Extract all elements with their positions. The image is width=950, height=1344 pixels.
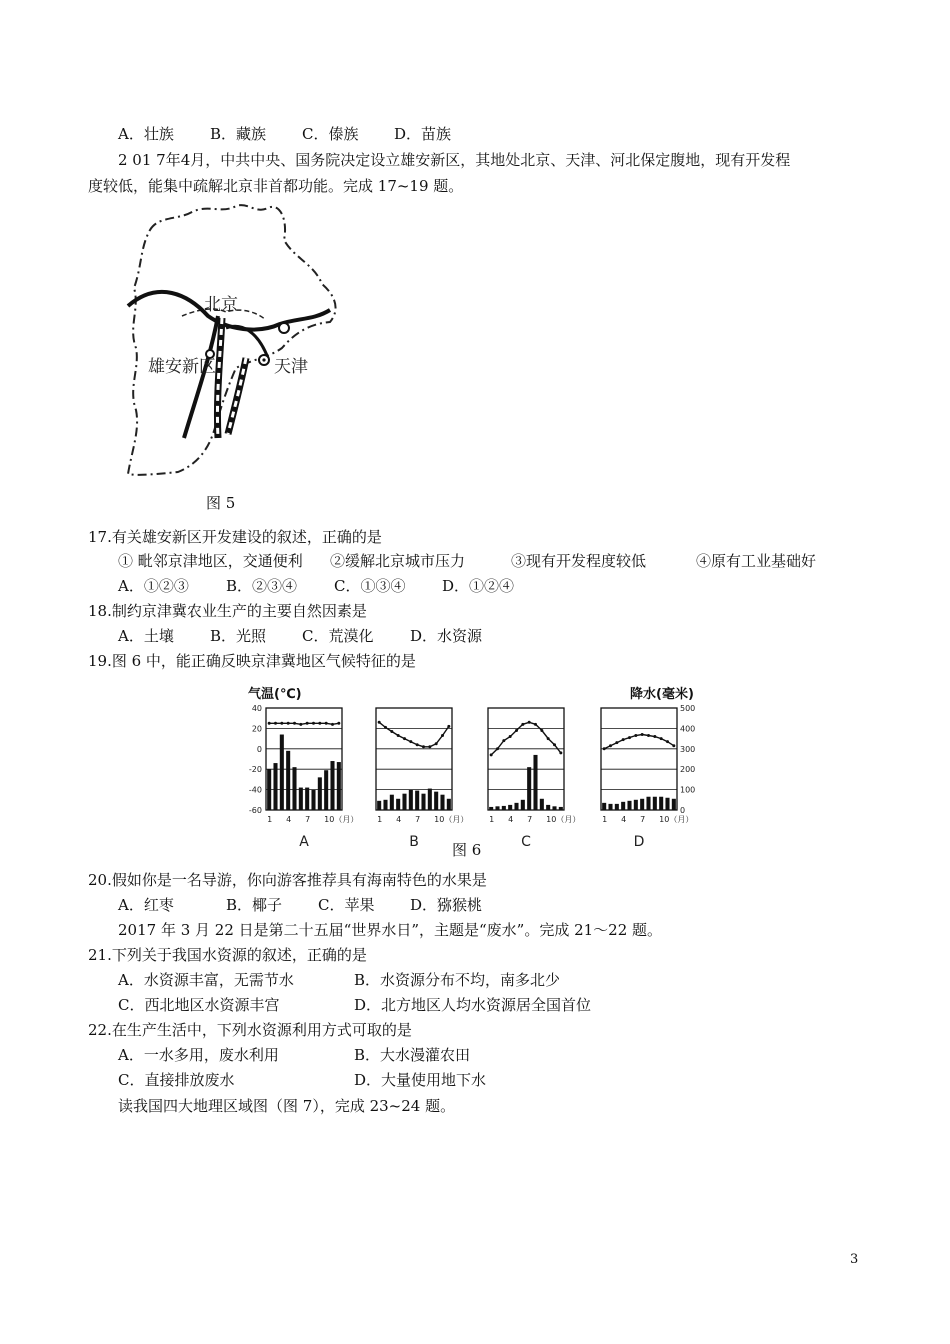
precip-bar xyxy=(665,798,669,810)
option-c: C．荒漠化 xyxy=(302,627,374,645)
city-dot-east xyxy=(279,323,289,333)
option-a: A．红枣 xyxy=(118,896,174,914)
month-tick-label: 4 xyxy=(396,815,402,824)
temperature-point xyxy=(509,735,512,738)
temperature-line xyxy=(604,735,674,749)
temperature-point xyxy=(641,733,644,736)
statement-1: ① 毗邻京津地区，交通便利 xyxy=(118,552,303,570)
label-beijing: 北京 xyxy=(204,295,238,315)
precip-bar xyxy=(602,803,606,810)
temperature-point xyxy=(496,747,499,750)
climate-chart-b xyxy=(376,708,468,850)
month-tick-label: 1 xyxy=(377,815,383,824)
temperature-point xyxy=(559,751,562,754)
temperature-point xyxy=(318,722,321,725)
temperature-point xyxy=(603,747,606,750)
option-b: B．藏族 xyxy=(210,125,267,143)
temperature-point xyxy=(628,736,631,739)
temperature-point xyxy=(312,722,315,725)
month-tick-label: 4 xyxy=(286,815,292,824)
temperature-point xyxy=(299,723,302,726)
precip-bar xyxy=(552,806,556,810)
option-d: D．北方地区人均水资源居全国首位 xyxy=(354,996,592,1014)
q18-stem: 18.制约京津冀农业生产的主要自然因素是 xyxy=(88,602,367,620)
temp-tick-label: -40 xyxy=(248,785,262,795)
temperature-point xyxy=(397,734,400,737)
temp-tick-label: -20 xyxy=(248,765,262,775)
panel-label: A xyxy=(299,834,309,850)
figure-6-climate-charts xyxy=(230,682,710,862)
q22-stem: 22.在生产生活中，下列水资源利用方式可取的是 xyxy=(88,1021,412,1039)
option-a: A．①②③ xyxy=(118,577,189,595)
temperature-point xyxy=(331,723,334,726)
temperature-point xyxy=(540,729,543,732)
temp-tick-label: 0 xyxy=(256,744,262,754)
option-b: B．大水漫灌农田 xyxy=(354,1046,471,1064)
temperature-point xyxy=(615,741,618,744)
option-c: C．傣族 xyxy=(302,125,359,143)
precip-bar xyxy=(640,799,644,810)
intro-17-19-line1: 2 01 7年4月，中共中央、国务院决定设立雄安新区，其地处北京、天津、河北保定腹地，现有开发程 xyxy=(118,151,791,169)
q19-stem: 19.图 6 中，能正确反映京津冀地区气候特征的是 xyxy=(88,652,416,670)
precip-bar xyxy=(415,791,419,810)
intro-21-22: 2017 年 3 月 22 日是第二十五届“世界水日”，主题是“废水”。完成 21～22 题。 xyxy=(118,921,663,939)
q21-options-row1 xyxy=(118,970,560,990)
temperature-point xyxy=(660,737,663,740)
precip-bar xyxy=(502,806,506,810)
q21-stem: 21.下列关于我国水资源的叙述，正确的是 xyxy=(88,946,367,964)
precip-bar xyxy=(273,763,277,810)
q20-options xyxy=(118,895,482,915)
temperature-line xyxy=(269,723,339,724)
temperature-point xyxy=(647,734,650,737)
precip-bar xyxy=(540,799,544,810)
precip-bar xyxy=(409,790,413,810)
precip-bar xyxy=(559,807,563,810)
precip-bar xyxy=(299,788,303,810)
q18-options xyxy=(118,626,482,646)
temperature-point xyxy=(306,722,309,725)
statement-3: ③现有开发程度较低 xyxy=(511,552,647,570)
month-tick-label: 1 xyxy=(602,815,608,824)
month-tick-label: 7 xyxy=(640,815,646,824)
precip-bar xyxy=(495,806,499,810)
precip-bar xyxy=(267,769,271,810)
intro-23-24: 读我国四大地理区域图（图 7），完成 23~24 题。 xyxy=(118,1097,456,1115)
panel-label: C xyxy=(521,834,531,850)
precip-bar xyxy=(428,789,432,810)
temperature-line xyxy=(379,722,449,747)
option-c: C．①③④ xyxy=(334,577,406,595)
option-d: D．①②④ xyxy=(442,577,515,595)
month-tick-label: 7 xyxy=(415,815,421,824)
q17-statements xyxy=(118,551,816,571)
figure-5-caption: 图 5 xyxy=(206,494,236,512)
temperature-point xyxy=(622,738,625,741)
precip-bar xyxy=(546,805,550,810)
precip-bar xyxy=(390,795,394,810)
temp-tick-label: 20 xyxy=(251,724,262,734)
precip-tick-label: 500 xyxy=(680,704,696,713)
precip-bar xyxy=(440,795,444,810)
option-c: C．苹果 xyxy=(318,896,375,914)
temp-axis-ticks xyxy=(249,704,262,815)
temperature-point xyxy=(441,734,444,737)
precip-bar xyxy=(324,770,328,810)
temperature-point xyxy=(384,726,387,729)
month-tick-label: 4 xyxy=(621,815,627,824)
precip-bar xyxy=(527,767,531,810)
temperature-point xyxy=(528,721,531,724)
label-xiongan: 雄安新区 xyxy=(148,357,216,377)
precip-bar xyxy=(447,799,451,810)
temperature-point xyxy=(634,734,637,737)
temperature-point xyxy=(422,745,425,748)
precip-bar xyxy=(608,804,612,810)
temperature-point xyxy=(553,743,556,746)
precip-bar xyxy=(533,755,537,810)
precip-bar xyxy=(286,751,290,810)
precip-bar xyxy=(646,797,650,810)
precip-bar xyxy=(434,792,438,810)
panel-label: B xyxy=(409,834,419,850)
temperature-line xyxy=(491,722,561,755)
river-4-inner xyxy=(228,358,246,434)
temperature-point xyxy=(325,722,328,725)
option-d: D．大量使用地下水 xyxy=(354,1071,487,1089)
precip-bar xyxy=(508,805,512,810)
precip-bar xyxy=(421,794,425,810)
precip-bar xyxy=(402,794,406,810)
option-d: D．猕猴桃 xyxy=(410,896,483,914)
q20-stem: 20.假如你是一名导游，你向游客推荐具有海南特色的水果是 xyxy=(88,871,487,889)
month-tick-label: 1 xyxy=(489,815,495,824)
option-c: C．西北地区水资源丰宫 xyxy=(118,996,280,1014)
month-tick-label: 4 xyxy=(508,815,514,824)
precip-bar xyxy=(337,762,341,810)
temperature-point xyxy=(502,739,505,742)
panel-label: D xyxy=(633,834,645,850)
precip-bar xyxy=(489,807,493,810)
precip-bar xyxy=(621,802,625,810)
precip-axis-title: 降水(毫米) xyxy=(630,687,694,702)
precip-bar xyxy=(396,799,400,810)
page-number: 3 xyxy=(850,1252,859,1267)
precip-bar xyxy=(653,797,657,810)
precip-bar xyxy=(383,800,387,810)
temperature-point xyxy=(390,730,393,733)
option-a: A．土壤 xyxy=(118,627,174,645)
climate-chart-c xyxy=(488,708,580,850)
q21-options-row2 xyxy=(118,995,591,1015)
temperature-point xyxy=(416,743,419,746)
precip-bar xyxy=(377,801,381,810)
figure-5-map xyxy=(118,198,358,480)
option-d: D．水资源 xyxy=(410,627,483,645)
temperature-point xyxy=(547,737,550,740)
temperature-point xyxy=(515,729,518,732)
month-tick-label: 7 xyxy=(305,815,311,824)
precip-bar xyxy=(672,799,676,810)
temperature-point xyxy=(287,722,290,725)
precip-bar xyxy=(311,790,315,810)
temp-tick-label: 40 xyxy=(251,704,262,713)
temperature-point xyxy=(280,722,283,725)
precip-bar xyxy=(627,801,631,810)
precip-bar xyxy=(330,761,334,810)
temperature-point xyxy=(409,740,412,743)
precip-bar xyxy=(292,767,296,810)
intro-17-19-line2: 度较低，能集中疏解北京非首都功能。完成 17~19 题。 xyxy=(88,177,464,195)
precip-bar xyxy=(659,797,663,810)
precip-tick-label: 200 xyxy=(680,765,696,775)
temperature-point xyxy=(268,722,271,725)
option-b: B．椰子 xyxy=(226,896,283,914)
precip-bar xyxy=(305,788,309,810)
month-tick-label: 10（月） xyxy=(659,815,694,824)
precip-tick-label: 100 xyxy=(680,785,696,795)
temperature-point xyxy=(490,753,493,756)
temperature-point xyxy=(428,745,431,748)
q22-options-row1 xyxy=(118,1045,470,1065)
month-tick-label: 7 xyxy=(527,815,533,824)
month-tick-label: 10（月） xyxy=(546,815,581,824)
q16-options xyxy=(118,124,451,144)
option-d: D．苗族 xyxy=(394,125,452,143)
precip-bar xyxy=(634,800,638,810)
option-a: A．壮族 xyxy=(118,125,174,143)
temp-tick-label: -60 xyxy=(248,806,262,815)
precip-axis-ticks xyxy=(680,704,695,815)
climate-chart-a xyxy=(266,708,358,850)
temperature-point xyxy=(293,722,296,725)
temperature-point xyxy=(534,723,537,726)
q22-options-row2 xyxy=(118,1070,486,1090)
option-c: C．直接排放废水 xyxy=(118,1071,235,1089)
precip-tick-label: 300 xyxy=(680,744,696,754)
temperature-point xyxy=(337,722,340,725)
precip-bar xyxy=(280,735,284,810)
statement-4: ④原有工业基础好 xyxy=(696,552,817,570)
month-tick-label: 10（月） xyxy=(324,815,359,824)
temperature-point xyxy=(274,722,277,725)
temperature-point xyxy=(447,725,450,728)
month-tick-label: 1 xyxy=(267,815,273,824)
precip-tick-label: 400 xyxy=(680,724,696,734)
q17-options xyxy=(118,576,514,596)
temperature-point xyxy=(403,737,406,740)
river-2 xyxy=(184,316,218,438)
figure-6-caption: 图 6 xyxy=(452,841,482,859)
temperature-point xyxy=(378,721,381,724)
temp-axis-title: 气温(℃) xyxy=(248,687,302,702)
temperature-point xyxy=(609,744,612,747)
option-b: B．水资源分布不均，南多北少 xyxy=(354,971,561,989)
temperature-point xyxy=(435,742,438,745)
statement-2: ②缓解北京城市压力 xyxy=(330,552,466,570)
precip-bar xyxy=(521,800,525,810)
option-a: A．水资源丰富，无需节水 xyxy=(118,971,294,989)
q17-stem: 17.有关雄安新区开发建设的叙述，正确的是 xyxy=(88,528,382,546)
region-boundary xyxy=(128,205,336,475)
temperature-point xyxy=(666,740,669,743)
precip-tick-label: 0 xyxy=(680,806,686,815)
temperature-point xyxy=(672,744,675,747)
option-b: B．光照 xyxy=(210,627,267,645)
precip-bar xyxy=(318,777,322,810)
option-a: A．一水多用，废水利用 xyxy=(118,1046,279,1064)
precip-bar xyxy=(514,803,518,810)
temperature-point xyxy=(521,723,524,726)
chart-frame xyxy=(601,708,677,810)
label-tianjin: 天津 xyxy=(274,357,308,377)
month-tick-label: 10（月） xyxy=(434,815,469,824)
precip-bar xyxy=(615,804,619,810)
temperature-point xyxy=(653,735,656,738)
option-b: B．②③④ xyxy=(226,577,298,595)
